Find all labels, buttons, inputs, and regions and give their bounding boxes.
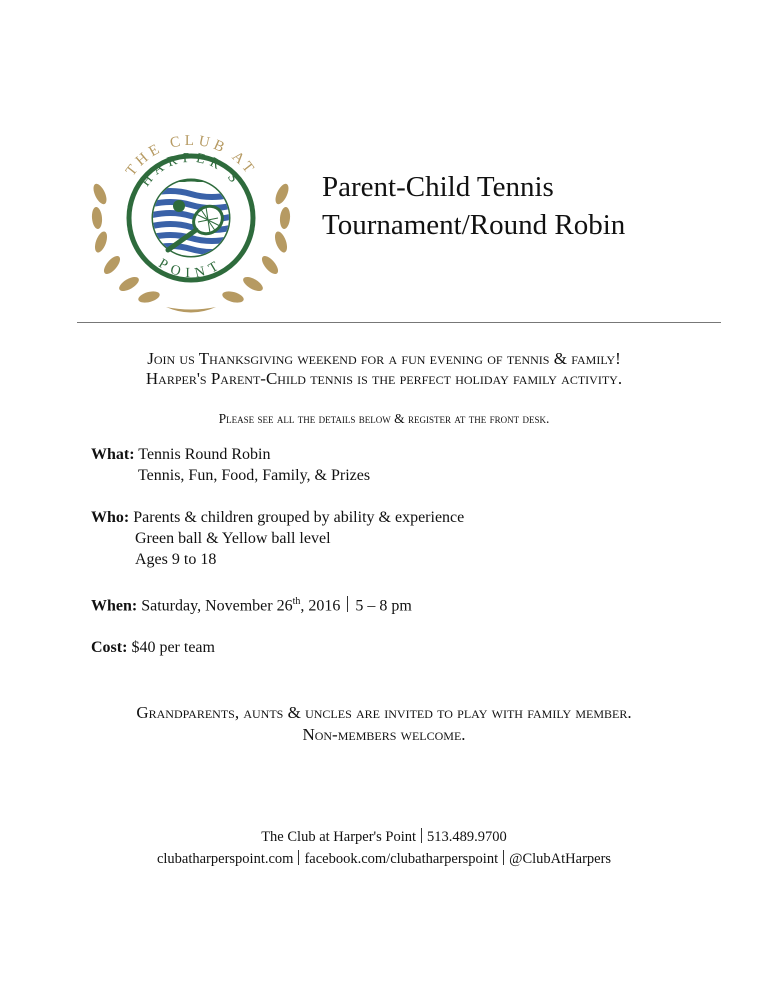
phone-number: 513.489.9700	[427, 829, 507, 845]
footer	[0, 826, 768, 870]
footer-line-2	[0, 848, 768, 870]
who-label: Who:	[91, 509, 130, 526]
closing-text	[0, 702, 768, 746]
when-row	[91, 591, 464, 616]
club-name: The Club at Harper's Point	[261, 829, 417, 845]
cost-value: $40 per team	[131, 639, 215, 657]
page-title	[322, 168, 625, 244]
closing-line-1: Grandparents, aunts & uncles are invited to play with family member.	[136, 703, 632, 722]
when-date: Saturday, November 26	[141, 597, 293, 615]
when-time: 5 – 8 pm	[355, 597, 412, 615]
intro-line-2: Harper's Parent-Child tennis is the perfect holiday family activity.	[145, 369, 623, 388]
what-value: Tennis Round Robin	[138, 446, 271, 463]
when-date-suffix: th	[292, 596, 301, 607]
svg-text:THE CLUB AT: THE CLUB AT	[123, 132, 259, 180]
separator	[347, 596, 348, 612]
who-value: Parents & children grouped by ability & experience	[133, 509, 465, 526]
what-row	[91, 444, 464, 465]
title-line-2: Tournament/Round Robin	[322, 209, 626, 241]
who-row	[91, 507, 464, 528]
closing-line-2: Non-members welcome.	[302, 725, 466, 744]
who-sub-1: Green ball & Yellow ball level	[135, 530, 331, 547]
svg-text:HARPER'S: HARPER'S	[138, 150, 244, 190]
when-year: , 2016	[300, 597, 341, 615]
when-label: When:	[91, 597, 138, 615]
divider	[77, 322, 721, 323]
twitter-handle: @ClubAtHarpers	[509, 851, 612, 867]
club-logo	[86, 122, 296, 318]
what-label: What:	[91, 446, 135, 463]
svg-text:POINT: POINT	[155, 256, 227, 282]
footer-line-1	[0, 826, 768, 848]
cost-label: Cost:	[91, 639, 128, 657]
event-details	[91, 444, 464, 658]
intro-text	[0, 349, 768, 389]
title-line-1: Parent-Child Tennis	[322, 171, 554, 203]
intro-line-1: Join us Thanksgiving weekend for a fun evening of tennis & family!	[147, 349, 621, 368]
register-note: Please see all the details below & register at the front desk.	[218, 411, 550, 426]
what-sub: Tennis, Fun, Food, Family, & Prizes	[138, 467, 371, 484]
website-link: clubatharperspoint.com	[156, 851, 294, 867]
facebook-link: facebook.com/clubatharperspoint	[304, 851, 499, 867]
who-sub-2: Ages 9 to 18	[135, 551, 217, 568]
cost-row	[91, 637, 464, 658]
